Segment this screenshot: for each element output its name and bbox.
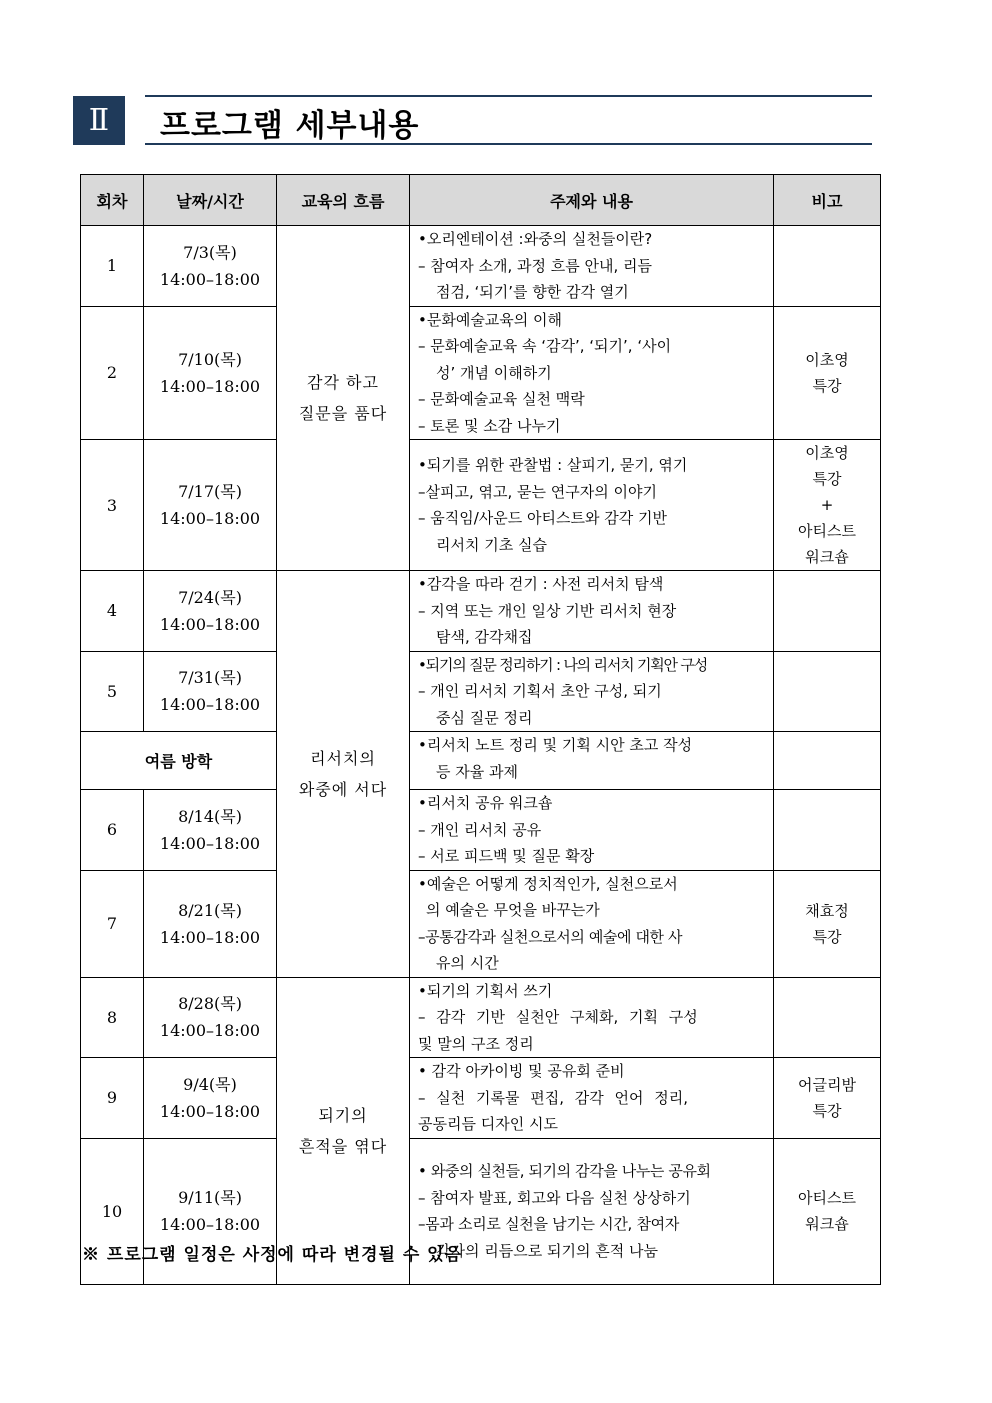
content-line: –공통감각과 실천으로서의 예술에 대한 사 (418, 927, 683, 946)
content-line: • 와중의 실천들, 되기의 감각을 나누는 공유회 (418, 1162, 711, 1180)
note-cell (774, 306, 881, 440)
content-line: – 서로 피드백 및 질문 확장 (418, 847, 595, 865)
content-cell (410, 651, 774, 732)
content-cell (410, 870, 774, 977)
content-line: 점검, ‘되기’를 향한 감각 열기 (436, 283, 629, 301)
content-line: – 토론 및 소감 나누기 (418, 416, 561, 435)
header-flow: 교육의 흐름 (277, 175, 410, 226)
date-text: 8/28(목) (178, 994, 242, 1014)
session-date (144, 226, 277, 307)
time-text: 14:00–18:00 (159, 1215, 261, 1234)
date-text: 9/4(목) (183, 1074, 237, 1094)
date-text: 7/24(목) (178, 587, 242, 607)
session-number: 7 (81, 870, 144, 977)
content-line: 중심 질문 정리 (436, 708, 533, 727)
content-line: – 움직임/사운드 아티스트와 감각 기반 (418, 509, 667, 527)
note-line: + (820, 496, 834, 514)
content-cell (410, 1138, 774, 1284)
content-line: 리서치 기초 실습 (436, 535, 547, 554)
content-cell (410, 1058, 774, 1139)
table-row (81, 651, 881, 732)
flow-line: 질문을 품다 (298, 404, 388, 423)
time-text: 14:00–18:00 (159, 376, 261, 396)
note-cell (774, 226, 881, 307)
session-date (144, 1058, 277, 1139)
note-line: 특강 (812, 470, 842, 488)
content-line: •되기를 위한 관찰법 : 살피기, 묻기, 엮기 (418, 456, 688, 474)
content-line: – 개인 리서치 기획서 초안 구성, 되기 (418, 682, 662, 700)
content-line: •되기의 질문 정리하기 : 나의 리서치 기획안 구성 (418, 655, 707, 674)
note-line: 이초영 (805, 350, 849, 369)
note-cell (774, 977, 881, 1058)
content-cell (410, 226, 774, 307)
content-line: 유의 시간 (436, 954, 499, 972)
note-line: 아티스트 (798, 1189, 856, 1207)
table-row (81, 571, 881, 652)
note-line: 이초영 (805, 444, 849, 462)
content-cell (410, 440, 774, 571)
date-text: 7/17(목) (178, 482, 242, 501)
content-line: •리서치 공유 워크숍 (418, 794, 553, 812)
time-text: 14:00–18:00 (159, 509, 261, 528)
header-note: 비고 (774, 175, 881, 226)
date-text: 9/11(목) (178, 1188, 242, 1207)
content-line: – 실천 기록물 편집, 감각 언어 정리, (418, 1088, 689, 1107)
content-line: – 참여자 소개, 과정 흐름 안내, 리듬 (418, 256, 653, 275)
program-schedule-table (80, 174, 881, 1285)
table-row (81, 226, 881, 307)
note-cell (774, 1058, 881, 1139)
header-date-time: 날짜/시간 (144, 175, 277, 226)
time-text: 14:00–18:00 (159, 833, 261, 853)
session-number: 2 (81, 306, 144, 440)
table-row (81, 440, 881, 571)
session-number: 5 (81, 651, 144, 732)
content-line: – 지역 또는 개인 일상 기반 리서치 현장 (418, 601, 677, 620)
content-cell (410, 790, 774, 871)
note-cell (774, 651, 881, 732)
content-line: •되기의 기획서 쓰기 (418, 981, 553, 1000)
content-cell (410, 571, 774, 652)
flow-line: 감각 하고 (307, 373, 379, 392)
session-date (144, 870, 277, 977)
time-text: 14:00–18:00 (159, 269, 261, 289)
footnote: ※ 프로그램 일정은 사정에 따라 변경될 수 있음 (82, 1245, 463, 1265)
content-line: – 감각 기반 실천안 구체화, 기획 구성 (418, 1008, 698, 1026)
note-line: 어글리밤 (798, 1075, 856, 1094)
time-text: 14:00–18:00 (159, 614, 261, 634)
content-line: •오리엔테이션 :와중의 실천들이란? (418, 230, 653, 248)
note-cell (774, 790, 881, 871)
content-line: 성’ 개념 이해하기 (436, 363, 552, 382)
session-date (144, 571, 277, 652)
flow-cell (277, 571, 410, 978)
section-title-rule-bottom (145, 143, 872, 145)
table-header-row (81, 175, 881, 226)
flow-line: 흔적을 엮다 (298, 1136, 388, 1156)
note-line: 채효정 (805, 901, 849, 920)
table-row (81, 977, 881, 1058)
content-line: – 개인 리서치 공유 (418, 820, 542, 839)
note-line: 아티스트 (798, 522, 856, 540)
content-line: •감각을 따라 걷기 : 사전 리서치 탐색 (418, 575, 664, 593)
time-text: 14:00–18:00 (159, 1021, 261, 1041)
table-row-vacation (81, 732, 881, 790)
content-line: 각자의 리듬으로 되기의 흔적 나눔 (436, 1241, 658, 1260)
session-date (144, 440, 277, 571)
note-cell (774, 440, 881, 571)
session-number: 8 (81, 977, 144, 1058)
time-text: 14:00–18:00 (159, 695, 261, 715)
note-cell (774, 571, 881, 652)
vacation-label: 여름 방학 (81, 732, 277, 790)
note-cell (774, 1138, 881, 1284)
session-date (144, 306, 277, 440)
session-date (144, 651, 277, 732)
flow-cell (277, 977, 410, 1284)
header-topic-content: 주제와 내용 (410, 175, 774, 226)
content-line: •문화예술교육의 이해 (418, 310, 563, 329)
table-row (81, 1058, 881, 1139)
content-line: –살피고, 엮고, 묻는 연구자의 이야기 (418, 482, 657, 501)
section-title: 프로그램 세부내용 (160, 108, 420, 144)
date-text: 7/10(목) (178, 349, 242, 369)
session-number: 10 (81, 1138, 144, 1284)
content-line: • 감각 아카이빙 및 공유회 준비 (418, 1062, 625, 1080)
content-line: 및 말의 구조 정리 (418, 1034, 534, 1053)
content-cell (410, 977, 774, 1058)
note-cell (774, 732, 881, 790)
header-session: 회차 (81, 175, 144, 226)
flow-line: 리서치의 (310, 748, 376, 768)
time-text: 14:00–18:00 (159, 927, 261, 947)
flow-cell (277, 226, 410, 571)
content-line: 의 예술은 무엇을 바꾸는가 (426, 901, 600, 919)
session-number: 1 (81, 226, 144, 307)
note-cell (774, 870, 881, 977)
content-line: 공동리듬 디자인 시도 (418, 1115, 558, 1133)
date-text: 7/31(목) (178, 668, 242, 688)
content-line: – 문화예술교육 실천 맥락 (418, 390, 585, 408)
flow-line: 되기의 (318, 1105, 368, 1125)
section-title-rule-top (145, 95, 872, 97)
content-cell (410, 732, 774, 790)
content-line: –몸과 소리로 실천을 남기는 시간, 참여자 (418, 1215, 680, 1233)
session-number: 4 (81, 571, 144, 652)
session-number: 6 (81, 790, 144, 871)
note-line: 워크숍 (805, 548, 849, 566)
note-line: 특강 (812, 1101, 842, 1120)
content-line: 탐색, 감각채집 (436, 628, 533, 646)
note-line: 특강 (812, 376, 842, 395)
date-text: 7/3(목) (183, 242, 237, 262)
time-text: 14:00–18:00 (159, 1101, 261, 1121)
flow-line: 와중에 서다 (298, 779, 388, 799)
date-text: 8/14(목) (178, 806, 242, 826)
date-text: 8/21(목) (178, 900, 242, 920)
session-date (144, 790, 277, 871)
content-line: 등 자율 과제 (436, 762, 518, 781)
content-line: •예술은 어떻게 정치적인가, 실천으로서 (418, 874, 678, 893)
table-row (81, 306, 881, 440)
content-line: •리서치 노트 정리 및 기획 시안 초고 작성 (418, 736, 693, 754)
content-cell (410, 306, 774, 440)
table-row (81, 790, 881, 871)
session-number: 3 (81, 440, 144, 571)
session-date (144, 977, 277, 1058)
note-line: 특강 (812, 927, 842, 946)
section-number-badge: Ⅱ (73, 96, 125, 145)
table-row (81, 870, 881, 977)
content-line: – 문화예술교육 속 ‘감각’, ‘되기’, ‘사이 (418, 337, 672, 355)
content-line: – 참여자 발표, 회고와 다음 실천 상상하기 (418, 1188, 691, 1207)
note-line: 워크숍 (805, 1215, 849, 1233)
session-number: 9 (81, 1058, 144, 1139)
